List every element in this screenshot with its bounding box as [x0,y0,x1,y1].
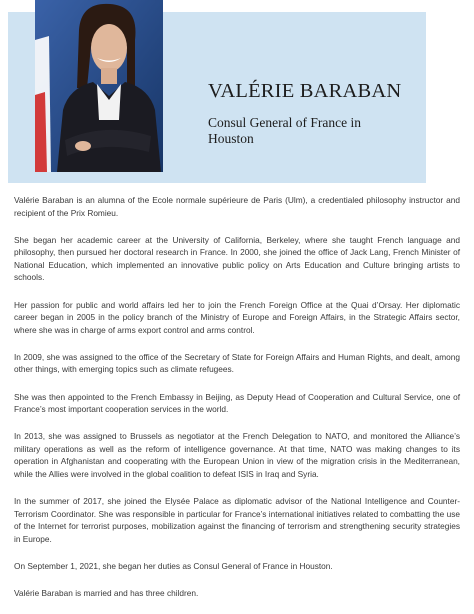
bio-paragraph: In 2013, she was assigned to Brussels as negotiator at the French Delegation to NATO, and monitored the Alliance’s military operations as well as the reform of intelligence governance. At that time, NATO was making changes to its operation in Afghanistan and cooperating with the European Union in view of the migration crisis in the Mediterranean, while the Allies were involved in the global coalition to defeat ISIS in Iraq and Syria. [14,431,460,479]
bio-paragraph: Valérie Baraban is an alumna of the Ecole normale supérieure de Paris (Ulm), a credentialed philosophy instructor and recipient of the Prix Romieu. [14,195,460,218]
bio-paragraph: Valérie Baraban is married and has three children. [14,588,199,599]
biography [14,194,460,614]
bio-paragraph: Her passion for public and world affairs led her to join the French Foreign Office at the Quai d’Orsay. Her diplomatic career began in 2005 in the policy branch of the Ministry of Europe and Foreign Affairs, in the Strategic Affairs sector, where she was in charge of arms export control and arms control. [14,299,460,335]
person-name: VALÉRIE BARABAN [208,80,402,102]
bio-paragraph: On September 1, 2021, she began her duties as Consul General of France in Houston. [14,560,333,571]
portrait-photo [35,0,163,172]
bio-paragraph: She began her academic career at the University of California, Berkeley, where she taught French language and philosophy, then pursued her doctoral research in France. In 2000, she joined the office of Jack Lang, French Minister of National Education, which implemented an innovative public policy on Arts Education and Culture bringing artists to schools. [14,234,460,283]
bio-paragraph: She was then appointed to the French Embassy in Beijing, as Deputy Head of Cooperation and Cultural Service, one of France’s most important cooperation services in the world. [14,391,460,415]
bio-paragraph: In 2009, she was assigned to the office of the Secretary of State for Foreign Affairs and Human Rights, and dealt, among other things, with emerging topics such as climate refugees. [14,351,460,375]
person-title: Consul General of France in Houston [208,115,361,146]
bio-paragraph: In the summer of 2017, she joined the Elysée Palace as diplomatic advisor of the National Intelligence and Counter-Terrorism Coordinator. She was responsible in particular for France’s international initiatives related to combatting the use of the Internet for terrorist purposes, mobilization against the financing of terrorism and strengthening security strategies in Europe. [14,496,460,544]
